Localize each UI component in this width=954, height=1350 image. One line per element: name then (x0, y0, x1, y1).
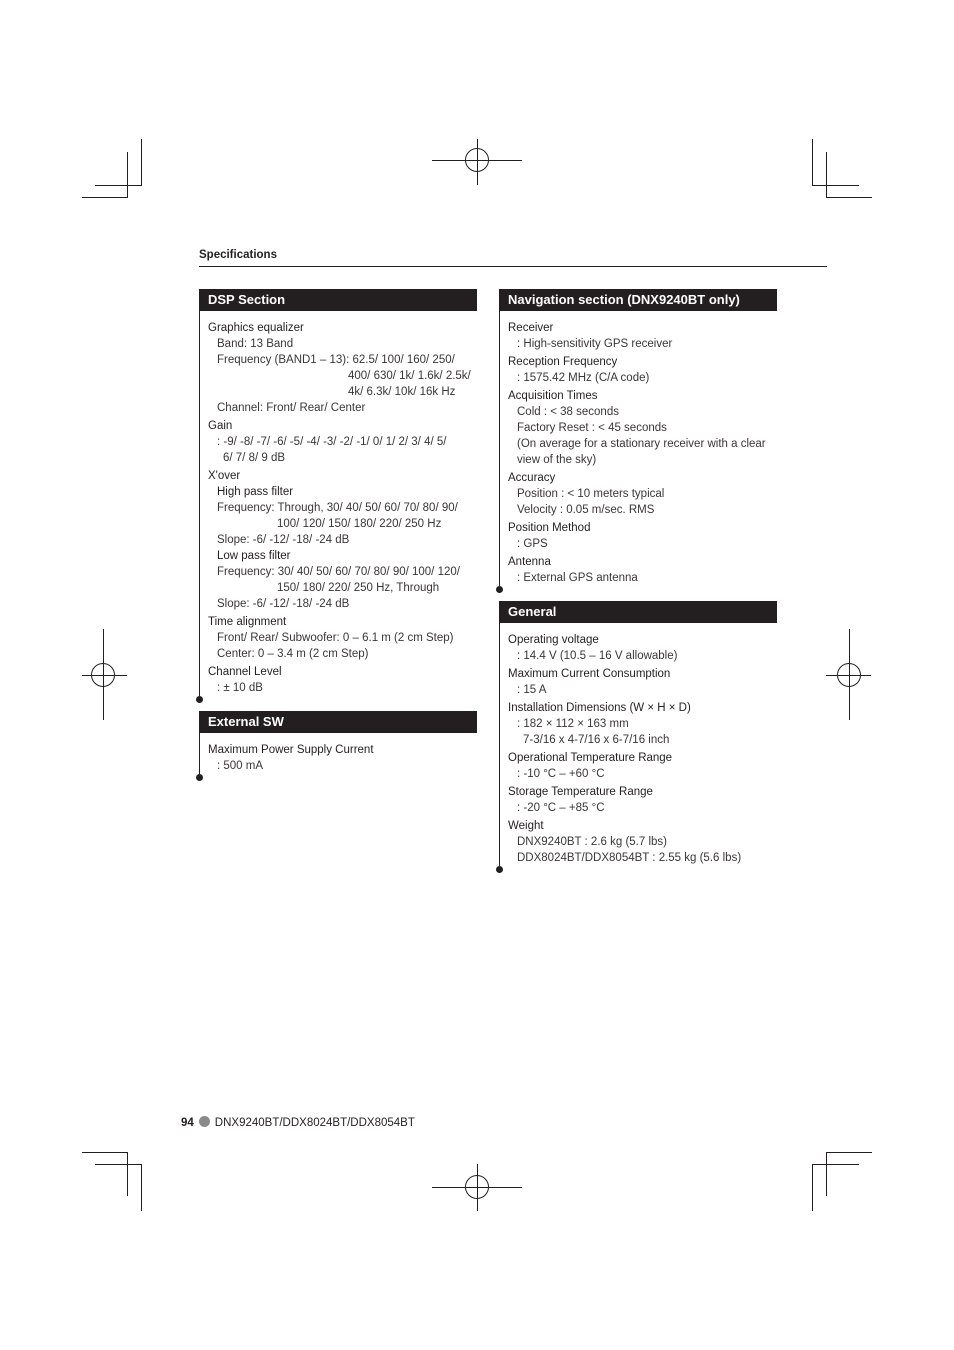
footer-models: DNX9240BT/DDX8024BT/DDX8054BT (214, 1117, 415, 1129)
navigation-section-body (499, 311, 777, 586)
dsp-section-body (199, 311, 477, 696)
max-current-heading: Maximum Current Consumption (508, 668, 671, 680)
crop-mark-bottom-left-v (127, 1152, 128, 1196)
crop-mark-bottom-right-v (826, 1152, 827, 1196)
max-current-value: : 15 A (517, 684, 547, 696)
accuracy-position: Position : < 10 meters typical (517, 488, 665, 500)
section-end-dot (196, 696, 203, 703)
section-end-dot (496, 586, 503, 593)
hpf-frequency-line2: 100/ 120/ 150/ 180/ 220/ 250 Hz (277, 518, 442, 530)
dsp-section-title: DSP Section (199, 289, 477, 311)
acquisition-times-heading: Acquisition Times (508, 390, 598, 402)
crop-mark-bottom-left-h2 (95, 1164, 142, 1165)
section-end-dot (496, 866, 503, 873)
reception-frequency-heading: Reception Frequency (508, 356, 618, 368)
time-alignment-center: Center: 0 – 3.4 m (2 cm Step) (217, 648, 369, 660)
time-alignment-heading: Time alignment (208, 616, 287, 628)
acquisition-note-line2: view of the sky) (517, 454, 597, 466)
crop-mark-top-left-h2 (95, 185, 142, 186)
installation-dimensions-heading: Installation Dimensions (W × H × D) (508, 702, 691, 714)
page-header-label: Specifications (199, 249, 277, 261)
hpf-heading: High pass filter (217, 486, 294, 498)
external-sw-body (199, 733, 477, 774)
acquisition-factory-reset: Factory Reset : < 45 seconds (517, 422, 667, 434)
external-sw-section (199, 711, 477, 774)
lpf-slope: Slope: -6/ -12/ -18/ -24 dB (217, 598, 350, 610)
crop-mark-top-right-h (826, 197, 872, 198)
reception-frequency-value: : 1575.42 MHz (C/A code) (517, 372, 650, 384)
geq-heading: Graphics equalizer (208, 322, 304, 334)
crop-mark-top-left-v (127, 152, 128, 198)
operating-voltage-heading: Operating voltage (508, 634, 599, 646)
storage-temp-heading: Storage Temperature Range (508, 786, 653, 798)
weight-heading: Weight (508, 820, 544, 832)
crop-mark-bottom-right-v2 (812, 1164, 813, 1211)
general-section (499, 601, 777, 866)
geq-frequency-line2: 400/ 630/ 1k/ 1.6k/ 2.5k/ (348, 370, 471, 382)
mpsc-value: : 500 mA (217, 760, 264, 772)
gain-values-line1: : -9/ -8/ -7/ -6/ -5/ -4/ -3/ -2/ -1/ 0/ 1/ 2/ 3/ 4/ 5/ (217, 436, 447, 448)
crop-mark-bottom-right-h (826, 1152, 872, 1153)
section-end-dot (196, 774, 203, 781)
general-section-body (499, 623, 777, 866)
antenna-value: : External GPS antenna (517, 572, 638, 584)
position-method-heading: Position Method (508, 522, 591, 534)
crop-mark-bottom-left-h (82, 1152, 128, 1153)
external-sw-title: External SW (199, 711, 477, 733)
accuracy-velocity: Velocity : 0.05 m/sec. RMS (517, 504, 655, 516)
registration-bottom-circle (465, 1175, 489, 1199)
registration-right-circle (837, 663, 861, 687)
acquisition-note-line1: (On average for a stationary receiver with a clear (517, 438, 766, 450)
weight-ddx: DDX8024BT/DDX8054BT : 2.55 kg (5.6 lbs) (517, 852, 742, 864)
mpsc-heading: Maximum Power Supply Current (208, 744, 374, 756)
weight-dnx: DNX9240BT : 2.6 kg (5.7 lbs) (517, 836, 667, 848)
antenna-heading: Antenna (508, 556, 551, 568)
time-alignment-front: Front/ Rear/ Subwoofer: 0 – 6.1 m (2 cm Step) (217, 632, 454, 644)
page-footer (181, 1116, 415, 1129)
operational-temp-heading: Operational Temperature Range (508, 752, 673, 764)
installation-dimensions-mm: : 182 × 112 × 163 mm (517, 718, 629, 730)
gain-values-line2: 6/ 7/ 8/ 9 dB (223, 452, 286, 464)
geq-channel: Channel: Front/ Rear/ Center (217, 402, 366, 414)
lpf-heading: Low pass filter (217, 550, 291, 562)
crop-mark-bottom-right-h2 (812, 1164, 859, 1165)
registration-left-circle (91, 663, 115, 687)
operating-voltage-value: : 14.4 V (10.5 – 16 V allowable) (517, 650, 678, 662)
lpf-frequency-line2: 150/ 180/ 220/ 250 Hz, Through (277, 582, 440, 594)
crop-mark-top-right-v (826, 152, 827, 198)
hpf-frequency-line1: Frequency: Through, 30/ 40/ 50/ 60/ 70/ 80/ 90/ (217, 502, 458, 514)
page-header-rule (199, 266, 827, 267)
navigation-section-title: Navigation section (DNX9240BT only) (499, 289, 777, 311)
crop-mark-top-left-h (82, 197, 128, 198)
dsp-section (199, 289, 477, 696)
acquisition-cold: Cold : < 38 seconds (517, 406, 619, 418)
installation-dimensions-inch: 7-3/16 x 4-7/16 x 6-7/16 inch (523, 734, 670, 746)
receiver-value: : High-sensitivity GPS receiver (517, 338, 673, 350)
xover-heading: X'over (208, 470, 241, 482)
geq-frequency-line3: 4k/ 6.3k/ 10k/ 16k Hz (348, 386, 456, 398)
receiver-heading: Receiver (508, 322, 554, 334)
footer-bullet-icon (199, 1116, 210, 1127)
gain-heading: Gain (208, 420, 233, 432)
geq-band: Band: 13 Band (217, 338, 294, 350)
position-method-value: : GPS (517, 538, 548, 550)
geq-frequency-line1: Frequency (BAND1 – 13): 62.5/ 100/ 160/ 250/ (217, 354, 455, 366)
accuracy-heading: Accuracy (508, 472, 556, 484)
crop-mark-bottom-left-v2 (141, 1164, 142, 1211)
crop-mark-top-right-v2 (812, 139, 813, 186)
hpf-slope: Slope: -6/ -12/ -18/ -24 dB (217, 534, 350, 546)
registration-top-circle (465, 148, 489, 172)
storage-temp-value: : -20 °C – +85 °C (517, 802, 605, 814)
channel-level-heading: Channel Level (208, 666, 282, 678)
navigation-section (499, 289, 777, 586)
page-number: 94 (181, 1117, 194, 1129)
general-section-title: General (499, 601, 777, 623)
operational-temp-value: : -10 °C – +60 °C (517, 768, 605, 780)
crop-mark-top-right-h2 (812, 185, 859, 186)
channel-level-value: : ± 10 dB (217, 682, 263, 694)
crop-mark-top-left-v2 (141, 139, 142, 186)
lpf-frequency-line1: Frequency: 30/ 40/ 50/ 60/ 70/ 80/ 90/ 100/ 120/ (217, 566, 460, 578)
